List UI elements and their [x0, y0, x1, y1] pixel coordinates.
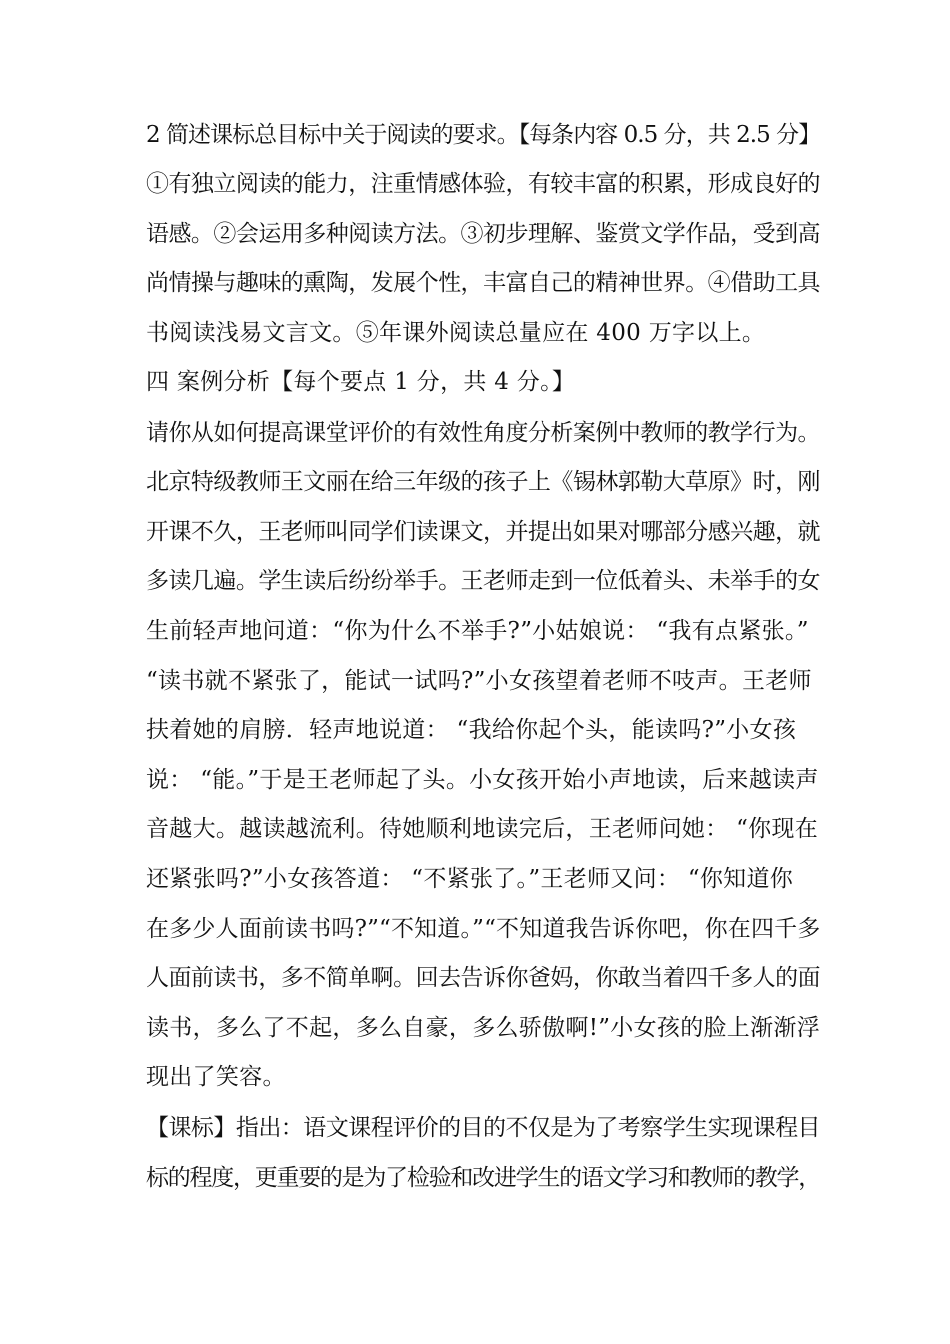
- standard-line-1: 【课标】指出：语文课程评价的目的不仅是为了考察学生实现课程目: [146, 1115, 821, 1141]
- case-text-line-13: 现出了笑容。: [146, 1064, 286, 1090]
- answer-line-4: 书阅读浅易文言文。⑤年课外阅读总量应在 400 万字以上。: [146, 320, 766, 346]
- case-prompt: 请你从如何提高课堂评价的有效性角度分析案例中教师的教学行为。: [146, 420, 821, 446]
- section-4-heading: 四 案例分析【每个要点 1 分，共 4 分。】: [146, 369, 576, 395]
- case-text-line-7: 说： “能。”于是王老师起了头。小女孩开始小声地读，后来越读声: [146, 767, 819, 793]
- case-text-line-11: 人面前读书，多不简单啊。回去告诉你爸妈，你敢当着四千多人的面: [146, 965, 821, 991]
- case-text-line-8: 音越大。越读越流利。待她顺利地读完后，王老师问她： “你现在: [146, 816, 819, 842]
- standard-line-2: 标的程度，更重要的是为了检验和改进学生的语文学习和教师的教学，: [146, 1165, 821, 1191]
- case-text-line-12: 读书，多么了不起，多么自豪，多么骄傲啊!”小女孩的脸上渐渐浮: [146, 1015, 821, 1041]
- answer-line-3: 尚情操与趣味的熏陶，发展个性，丰富自己的精神世界。④借助工具: [146, 270, 821, 296]
- case-text-line-3: 多读几遍。学生读后纷纷举手。王老师走到一位低着头、未举手的女: [146, 568, 821, 594]
- case-text-line-6: 扶着她的肩膀．轻声地说道： “我给你起个头，能读吗?”小女孩: [146, 717, 797, 743]
- answer-line-1: ①有独立阅读的能力，注重情感体验，有较丰富的积累，形成良好的: [146, 171, 821, 197]
- question-2-heading: 2 简述课标总目标中关于阅读的要求。【每条内容 0.5 分，共 2.5 分】: [146, 122, 821, 148]
- case-text-line-10: 在多少人面前读书吗?”“不知道。”“不知道我告诉你吧，你在四千多: [146, 916, 821, 942]
- answer-line-2: 语感。②会运用多种阅读方法。③初步理解、鉴赏文学作品，受到高: [146, 221, 821, 247]
- case-text-line-1: 北京特级教师王文丽在给三年级的孩子上《锡林郭勒大草原》时，刚: [146, 469, 821, 495]
- case-text-line-2: 开课不久，王老师叫同学们读课文，并提出如果对哪部分感兴趣，就: [146, 519, 821, 545]
- case-text-line-4: 生前轻声地问道：“你为什么不举手?”小姑娘说： “我有点紧张。”: [146, 618, 809, 644]
- case-text-line-5: “读书就不紧张了，能试一试吗?”小女孩望着老师不吱声。王老师: [146, 668, 812, 694]
- case-text-line-9: 还紧张吗?”小女孩答道： “不紧张了。”王老师又问： “你知道你: [146, 866, 794, 892]
